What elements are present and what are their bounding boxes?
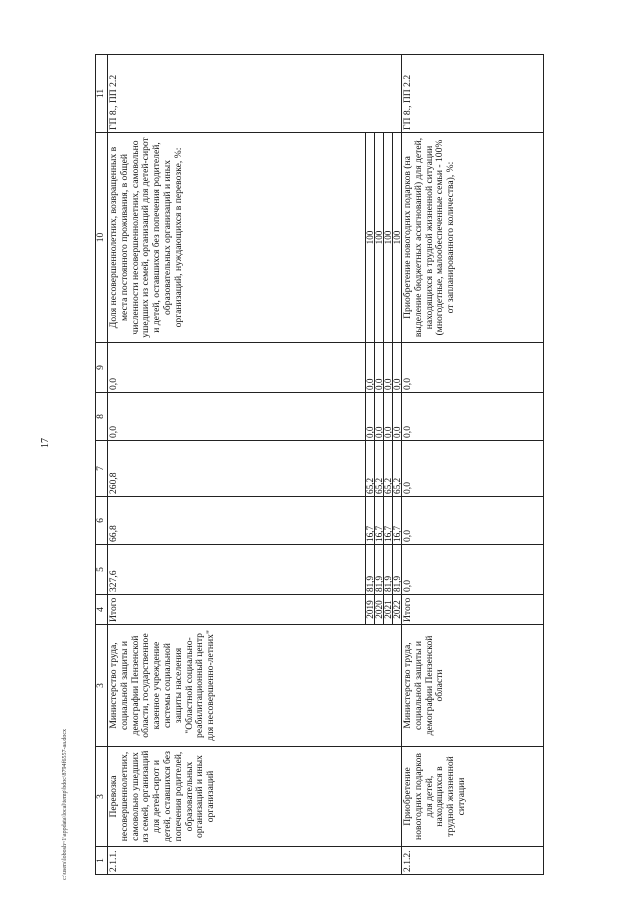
value-cell: 0,0 xyxy=(108,343,366,393)
value-cell: 0,0 xyxy=(384,343,393,393)
activity-name: Приобретение новогодних подарков для детей, находящихся в трудной жизненной ситуации xyxy=(402,747,544,847)
value-cell: 81,9 xyxy=(375,545,384,595)
col-header: 1 xyxy=(96,847,108,875)
value-cell: 0,0 xyxy=(402,393,544,441)
activity-name: Перевозка несовершеннолетних, самовольно ушедших из семей, организаций для детей-сирот и детей, оставшихся без попечения родителей, образовательных организаций и иных организаций xyxy=(108,747,402,847)
indicator-value: 100 xyxy=(375,133,384,343)
row-number: 2.1.1. xyxy=(108,847,402,875)
value-cell: 0,0 xyxy=(402,441,544,497)
rotated-table-container xyxy=(95,55,640,875)
value-cell: 81,9 xyxy=(384,545,393,595)
value-cell: 81,9 xyxy=(366,545,375,595)
value-cell: 0,0 xyxy=(375,393,384,441)
column-number-header xyxy=(96,55,108,875)
value-cell: 0,0 xyxy=(375,343,384,393)
page-number: 17 xyxy=(40,438,51,448)
value-cell: 0,0 xyxy=(393,393,402,441)
total-label: Итого xyxy=(108,595,366,625)
value-cell: 65,2 xyxy=(393,441,402,497)
indicator: Приобретение новогодних подарков (на выделение бюджетных ассигнований) для детей, находящихся в трудной жизненной ситуации (многодетные, малообеспеченные семьи - 100% от запланированного количества), %: xyxy=(402,133,544,343)
value-cell: 16,7 xyxy=(393,497,402,545)
value-cell: 327,6 xyxy=(108,545,366,595)
program-ref: ГП 8., ПП 2.2 xyxy=(402,55,544,133)
indicator-value: 100 xyxy=(384,133,393,343)
value-cell: 65,2 xyxy=(366,441,375,497)
year-cell: 2022 xyxy=(393,595,402,625)
value-cell: 0,0 xyxy=(366,393,375,441)
col-header: 7 xyxy=(96,441,108,497)
value-cell: 0,0 xyxy=(108,393,366,441)
year-cell: 2021 xyxy=(384,595,393,625)
col-header: 3 xyxy=(96,747,108,847)
col-header: 5 xyxy=(96,545,108,595)
col-header: 8 xyxy=(96,393,108,441)
executor: Министерство труда, социальной защиты и демографии Пензенской области, государственное казенное учреждение системы социальной защиты населения "Областной социально-реабилитационный центр для несовершенно-летних" xyxy=(108,625,402,747)
value-cell: 16,7 xyxy=(384,497,393,545)
program-table xyxy=(95,54,544,875)
value-cell: 65,2 xyxy=(375,441,384,497)
col-header: 9 xyxy=(96,343,108,393)
footer-file-path: c:\users\lobosh~1\appdata\local\temp\bdoc\8794f6557-aa.docx xyxy=(62,728,68,880)
indicator-value: 100 xyxy=(366,133,375,343)
col-header: 10 xyxy=(96,133,108,343)
year-cell: 2019 xyxy=(366,595,375,625)
indicator-value: 100 xyxy=(393,133,402,343)
col-header: 6 xyxy=(96,497,108,545)
table-row xyxy=(402,55,544,875)
value-cell: 0,0 xyxy=(384,393,393,441)
value-cell: 0,0 xyxy=(402,497,544,545)
year-cell: 2020 xyxy=(375,595,384,625)
value-cell: 260,8 xyxy=(108,441,366,497)
indicator: Доля несовершеннолетних, возвращенных в места постоянного проживания, в общей численности несовершеннолетних, самовольно ушедших из семей, организаций для детей-сирот и детей, оставшихся без попечения родителей, образовательных организаций и иных организаций, нуждающихся в перевозке, %: xyxy=(108,133,366,343)
value-cell: 0,0 xyxy=(402,545,544,595)
table-row xyxy=(108,55,366,875)
col-header: 3 xyxy=(96,625,108,747)
value-cell: 0,0 xyxy=(402,343,544,393)
value-cell: 66,8 xyxy=(108,497,366,545)
total-label: Итого xyxy=(402,595,544,625)
value-cell: 16,7 xyxy=(366,497,375,545)
value-cell: 81,9 xyxy=(393,545,402,595)
col-header: 11 xyxy=(96,55,108,133)
value-cell: 65,2 xyxy=(384,441,393,497)
program-ref: ГП 8., ПП 2.2 xyxy=(108,55,402,133)
executor: Министерство труда, социальной защиты и демографии Пензенской области xyxy=(402,625,544,747)
col-header: 4 xyxy=(96,595,108,625)
value-cell: 16,7 xyxy=(375,497,384,545)
value-cell: 0,0 xyxy=(393,343,402,393)
value-cell: 0,0 xyxy=(366,343,375,393)
row-number: 2.1.2. xyxy=(402,847,544,875)
